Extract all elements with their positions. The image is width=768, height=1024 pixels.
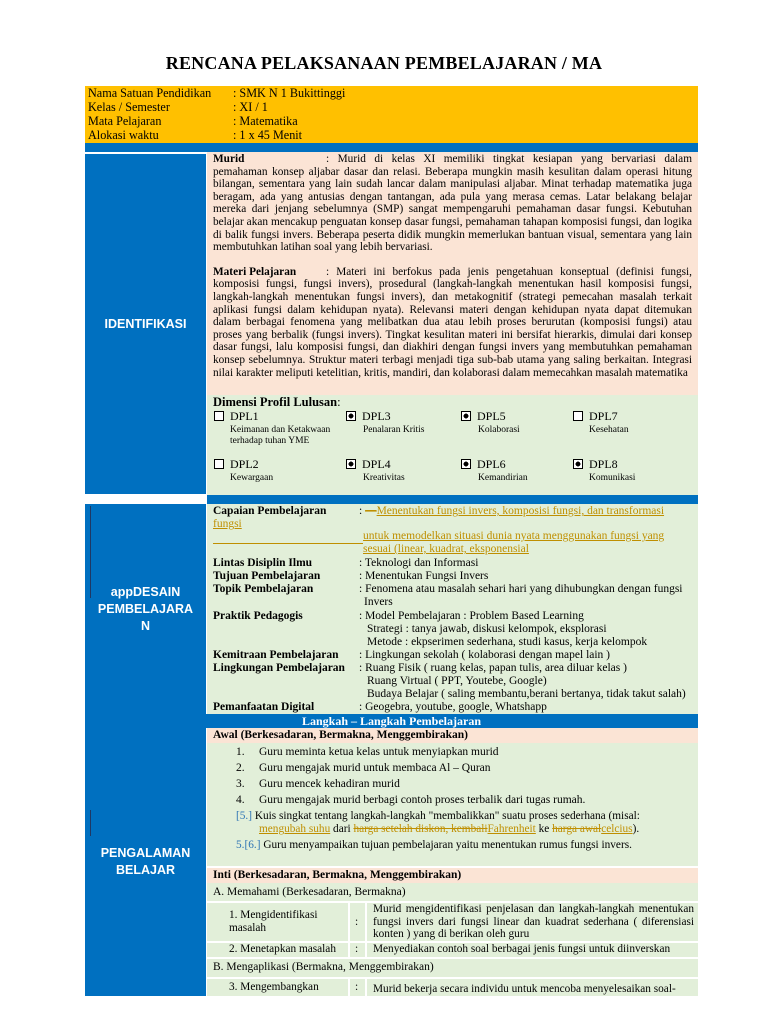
- table-step: 2. Menetapkan masalah: [229, 943, 336, 955]
- murid-paragraph: [213, 153, 692, 254]
- praktik-value: Strategi : tanya jawab, diskusi kelompok, eksplorasi: [367, 623, 607, 635]
- dpl-code: DPL1: [230, 409, 259, 423]
- materi-text: : Materi ini berfokus pada jenis pengetahuan konseptual (definisi fungsi, komposisi fungsi, fungsi invers), prosedural (langkah-langkah menentukan hasil komposisi fungsi, langkah-langkah menentukan fungsi invers), dan metakognitif (strategi pemecahan masalah terkait aplikasi fungsi dalam kehidupan nyata). Relevansi materi dengan kehidupan nyata dapat ditemukan dalam berbagai fenomena yang melibatkan dua atau lebih proses berurutan (komposisi fungsi) atau proses yang berbalik (fungsi invers). Tingkat kesulitan materi ini bersifat hierarkis, dimulai dari konsep dasar fungsi, lalu komposisi fungsi, dan diakhiri dengan fungsi invers yang membutuhkan pemahaman konsep sebelumnya. Struktur materi terbagi menjadi tiga sub-bab utama yang saling berkaitan. Integrasi nilai karakter meliputi ketelitian, kritis, mandiri, dan kolaborasi dalam memecahkan masalah matematika: [213, 265, 692, 379]
- tujuan-label: Tujuan Pembelajaran: [213, 570, 321, 582]
- info-value: : Matematika: [233, 114, 298, 128]
- table-desc: Menyediakan contoh soal berbagai jenis fungsi untuk diinverskan: [373, 943, 671, 955]
- info-row: [85, 86, 698, 100]
- materi-label: Materi Pelajaran: [213, 265, 297, 278]
- table-divider: [207, 957, 698, 959]
- table-divider: [207, 977, 698, 979]
- dpl-item[interactable]: [573, 457, 683, 484]
- separator-bar: [207, 495, 698, 504]
- kemitraan-value: : Lingkungan sekolah ( kolaborasi dengan mapel lain ): [359, 649, 611, 661]
- info-key: Mata Pelajaran: [88, 114, 162, 128]
- table-desc: Murid bekerja secara individu untuk mencoba menyelesaikan soal-: [373, 983, 676, 995]
- awal-heading: Awal (Berkesadaran, Bermakna, Menggembirakan): [207, 728, 698, 743]
- dpl-desc: Kreativitas: [363, 473, 405, 483]
- table-step: 1. Mengidentifikasi masalah: [229, 909, 318, 934]
- table-colon: :: [355, 981, 359, 993]
- capaian-value: : —Menentukan fungsi invers, komposisi fungsi, dan transformasi: [359, 505, 665, 517]
- table-divider: [348, 902, 350, 958]
- dpl-desc: Keimanan dan Ketakwaan terhadap tuhan YME: [230, 425, 331, 446]
- info-row: [85, 100, 698, 114]
- dpl-desc: Kemandirian: [478, 473, 528, 483]
- dpl-desc: Kesehatan: [589, 425, 629, 435]
- digital-label: Pemanfaatan Digital: [213, 701, 315, 713]
- table-step: 3. Mengembangkan: [229, 981, 319, 993]
- pengalaman-side-label: PENGALAMAN BELAJAR: [85, 728, 206, 996]
- dpl-item[interactable]: [461, 457, 571, 484]
- checkbox-checked-icon[interactable]: [461, 459, 471, 469]
- dpl-code: DPL6: [477, 457, 506, 471]
- kemitraan-label: Kemitraan Pembelajaran: [213, 649, 339, 661]
- murid-materi-box: [207, 152, 698, 395]
- dpl-item[interactable]: [214, 409, 344, 447]
- praktik-label: Praktik Pedagogis: [213, 610, 303, 622]
- info-value: : XI / 1: [233, 100, 268, 114]
- dpl-code: DPL7: [589, 409, 618, 423]
- info-value: : 1 x 45 Menit: [233, 128, 303, 142]
- info-key: Kelas / Semester: [88, 100, 170, 114]
- dpl-code: DPL3: [362, 409, 391, 423]
- checkbox-icon[interactable]: [214, 411, 224, 421]
- capaian-value-cont: untuk memodelkan situasi dunia nyata menggunakan fungsi yang: [363, 530, 665, 542]
- dpl-desc: Penalaran Kritis: [363, 425, 425, 435]
- awal-item: 3. Guru mencek kehadiran murid: [236, 778, 400, 790]
- section-b-heading: B. Mengaplikasi (Bermakna, Menggembirakan): [213, 961, 434, 973]
- separator-bar: [85, 143, 698, 152]
- capaian-value-cont: sesuai (linear, kuadrat, eksponensial: [363, 543, 529, 555]
- dpl-item[interactable]: [461, 409, 571, 436]
- side-border: [90, 506, 91, 598]
- checkbox-icon[interactable]: [214, 459, 224, 469]
- lingkungan-label: Lingkungan Pembelajaran: [213, 662, 345, 674]
- section-a-heading: A. Memahami (Berkesadaran, Bermakna): [213, 886, 406, 898]
- info-row: [85, 114, 698, 128]
- murid-label: Murid: [213, 153, 245, 165]
- dpl-code: DPL5: [477, 409, 506, 423]
- dpl-desc: Kolaborasi: [478, 425, 520, 435]
- awal-item: 1. Guru meminta ketua kelas untuk menyiapkan murid: [236, 746, 499, 758]
- dpl-code: DPL2: [230, 457, 259, 471]
- praktik-value: Metode : ekpserimen sederhana, studi kasus, kerja kelompok: [367, 636, 648, 648]
- awal-item: 5.[6.] Guru menyampaikan tujuan pembelajaran yaitu menentukan rumus fungsi invers.: [236, 839, 632, 851]
- info-key: Alokasi waktu: [88, 128, 159, 142]
- checkbox-checked-icon[interactable]: [346, 411, 356, 421]
- lingkungan-value: Budaya Belajar ( saling membantu,berani bertanya, tidak takut salah): [367, 688, 686, 700]
- capaian-label: Capaian Pembelajaran: [213, 505, 327, 517]
- identifikasi-side-label: IDENTIFIKASI: [85, 154, 206, 494]
- desain-side-label: appDESAIN PEMBELAJARA N: [85, 504, 206, 714]
- table-desc: Murid mengidentifikasi penjelasan dan langkah-langkah menentukan fungsi invers dari fungsi linear dan kuadrat sederhana ( diferensiasi konten ) yang di berikan oleh guru: [373, 903, 694, 940]
- dpl-item[interactable]: [573, 409, 683, 436]
- dpl-item[interactable]: [346, 409, 456, 436]
- lingkungan-value: : Ruang Fisik ( ruang kelas, papan tulis, area diluar kelas ): [359, 662, 627, 674]
- checkbox-checked-icon[interactable]: [461, 411, 471, 421]
- awal-item: [5.] Kuis singkat tentang langkah-langkah "membalikkan" suatu proses sederhana (misal:: [236, 810, 640, 822]
- info-row: [85, 128, 698, 142]
- table-divider: [348, 978, 350, 996]
- digital-value: : Geogebra, youtube, google, Whatshapp: [359, 701, 547, 713]
- topik-value: : Fenomena atau masalah sehari hari yang dihubungkan dengan fungsi: [359, 583, 683, 595]
- dpl-heading: Dimensi Profil Lulusan:: [213, 395, 341, 409]
- table-colon: :: [355, 916, 359, 928]
- murid-text: : Murid di kelas XI memiliki tingkat kesiapan yang bervariasi dalam pemahaman konsep aljabar dasar dan relasi. Beberapa mungkin masih kesulitan dalam operasi hitung bilangan, sementara yang lain sudah lancar dalam manipulasi aljabar. Minat terhadap matematika juga beragam, ada yang antusias dengan tantangan, ada pula yang merasa cemas. Latar belakang belajar mereka dari jenjang sebelumnya (SMP) sangat mempengaruhi pemahaman dasar fungsi. Kebutuhan belajar akan mencakup penguatan konsep dasar fungsi, pemahaman tahapan komposisi fungsi, dan logika di balik fungsi invers. Beberapa peserta didik mungkin memerlukan bantuan visual, sementara yang lain membutuhkan latihan soal yang lebih bervariasi.: [213, 153, 692, 254]
- inti-heading: Inti (Berkesadaran, Bermakna, Menggembirakan): [207, 868, 698, 883]
- checkbox-checked-icon[interactable]: [573, 459, 583, 469]
- dpl-item[interactable]: [214, 457, 344, 484]
- capaian-value-cont: fungsi: [213, 518, 242, 530]
- table-divider: [365, 902, 367, 958]
- dpl-code: DPL8: [589, 457, 618, 471]
- lingkungan-value: Ruang Virtual ( PPT, Youtebe, Google): [367, 675, 547, 687]
- info-value: : SMK N 1 Bukittinggi: [233, 86, 346, 100]
- side-border: [90, 810, 91, 836]
- lintas-value: : Teknologi dan Informasi: [359, 557, 479, 569]
- document-title: RENCANA PELAKSANAAN PEMBELAJARAN / MA: [165, 53, 603, 73]
- info-block: [85, 86, 698, 143]
- topik-value-cont: Invers: [364, 596, 393, 608]
- awal-item: 4. Guru mengajak murid berbagi contoh proses terbalik dari tugas rumah.: [236, 794, 586, 806]
- tujuan-value: : Menentukan Fungsi Invers: [359, 570, 489, 582]
- lintas-label: Lintas Disiplin Ilmu: [213, 557, 313, 569]
- topik-label: Topik Pembelajaran: [213, 583, 314, 595]
- dpl-desc: Kewargaan: [230, 473, 274, 483]
- dpl-desc: Komunikasi: [589, 473, 636, 483]
- materi-paragraph: [213, 266, 692, 379]
- awal-item-cont: mengubah suhu dari harga setelah diskon, kembaliFahrenheit ke harga awalcelcius).: [259, 823, 640, 835]
- table-colon: :: [355, 943, 359, 955]
- info-key: Nama Satuan Pendidikan: [88, 86, 212, 100]
- checkbox-icon[interactable]: [573, 411, 583, 421]
- langkah-heading: Langkah – Langkah Pembelajaran: [301, 714, 482, 728]
- dpl-item[interactable]: [346, 457, 456, 484]
- checkbox-checked-icon[interactable]: [346, 459, 356, 469]
- awal-item: 2. Guru mengajak murid untuk membaca Al – Quran: [236, 762, 491, 774]
- table-divider: [365, 978, 367, 996]
- dpl-code: DPL4: [362, 457, 391, 471]
- praktik-value: : Model Pembelajaran : Problem Based Learning: [359, 610, 584, 622]
